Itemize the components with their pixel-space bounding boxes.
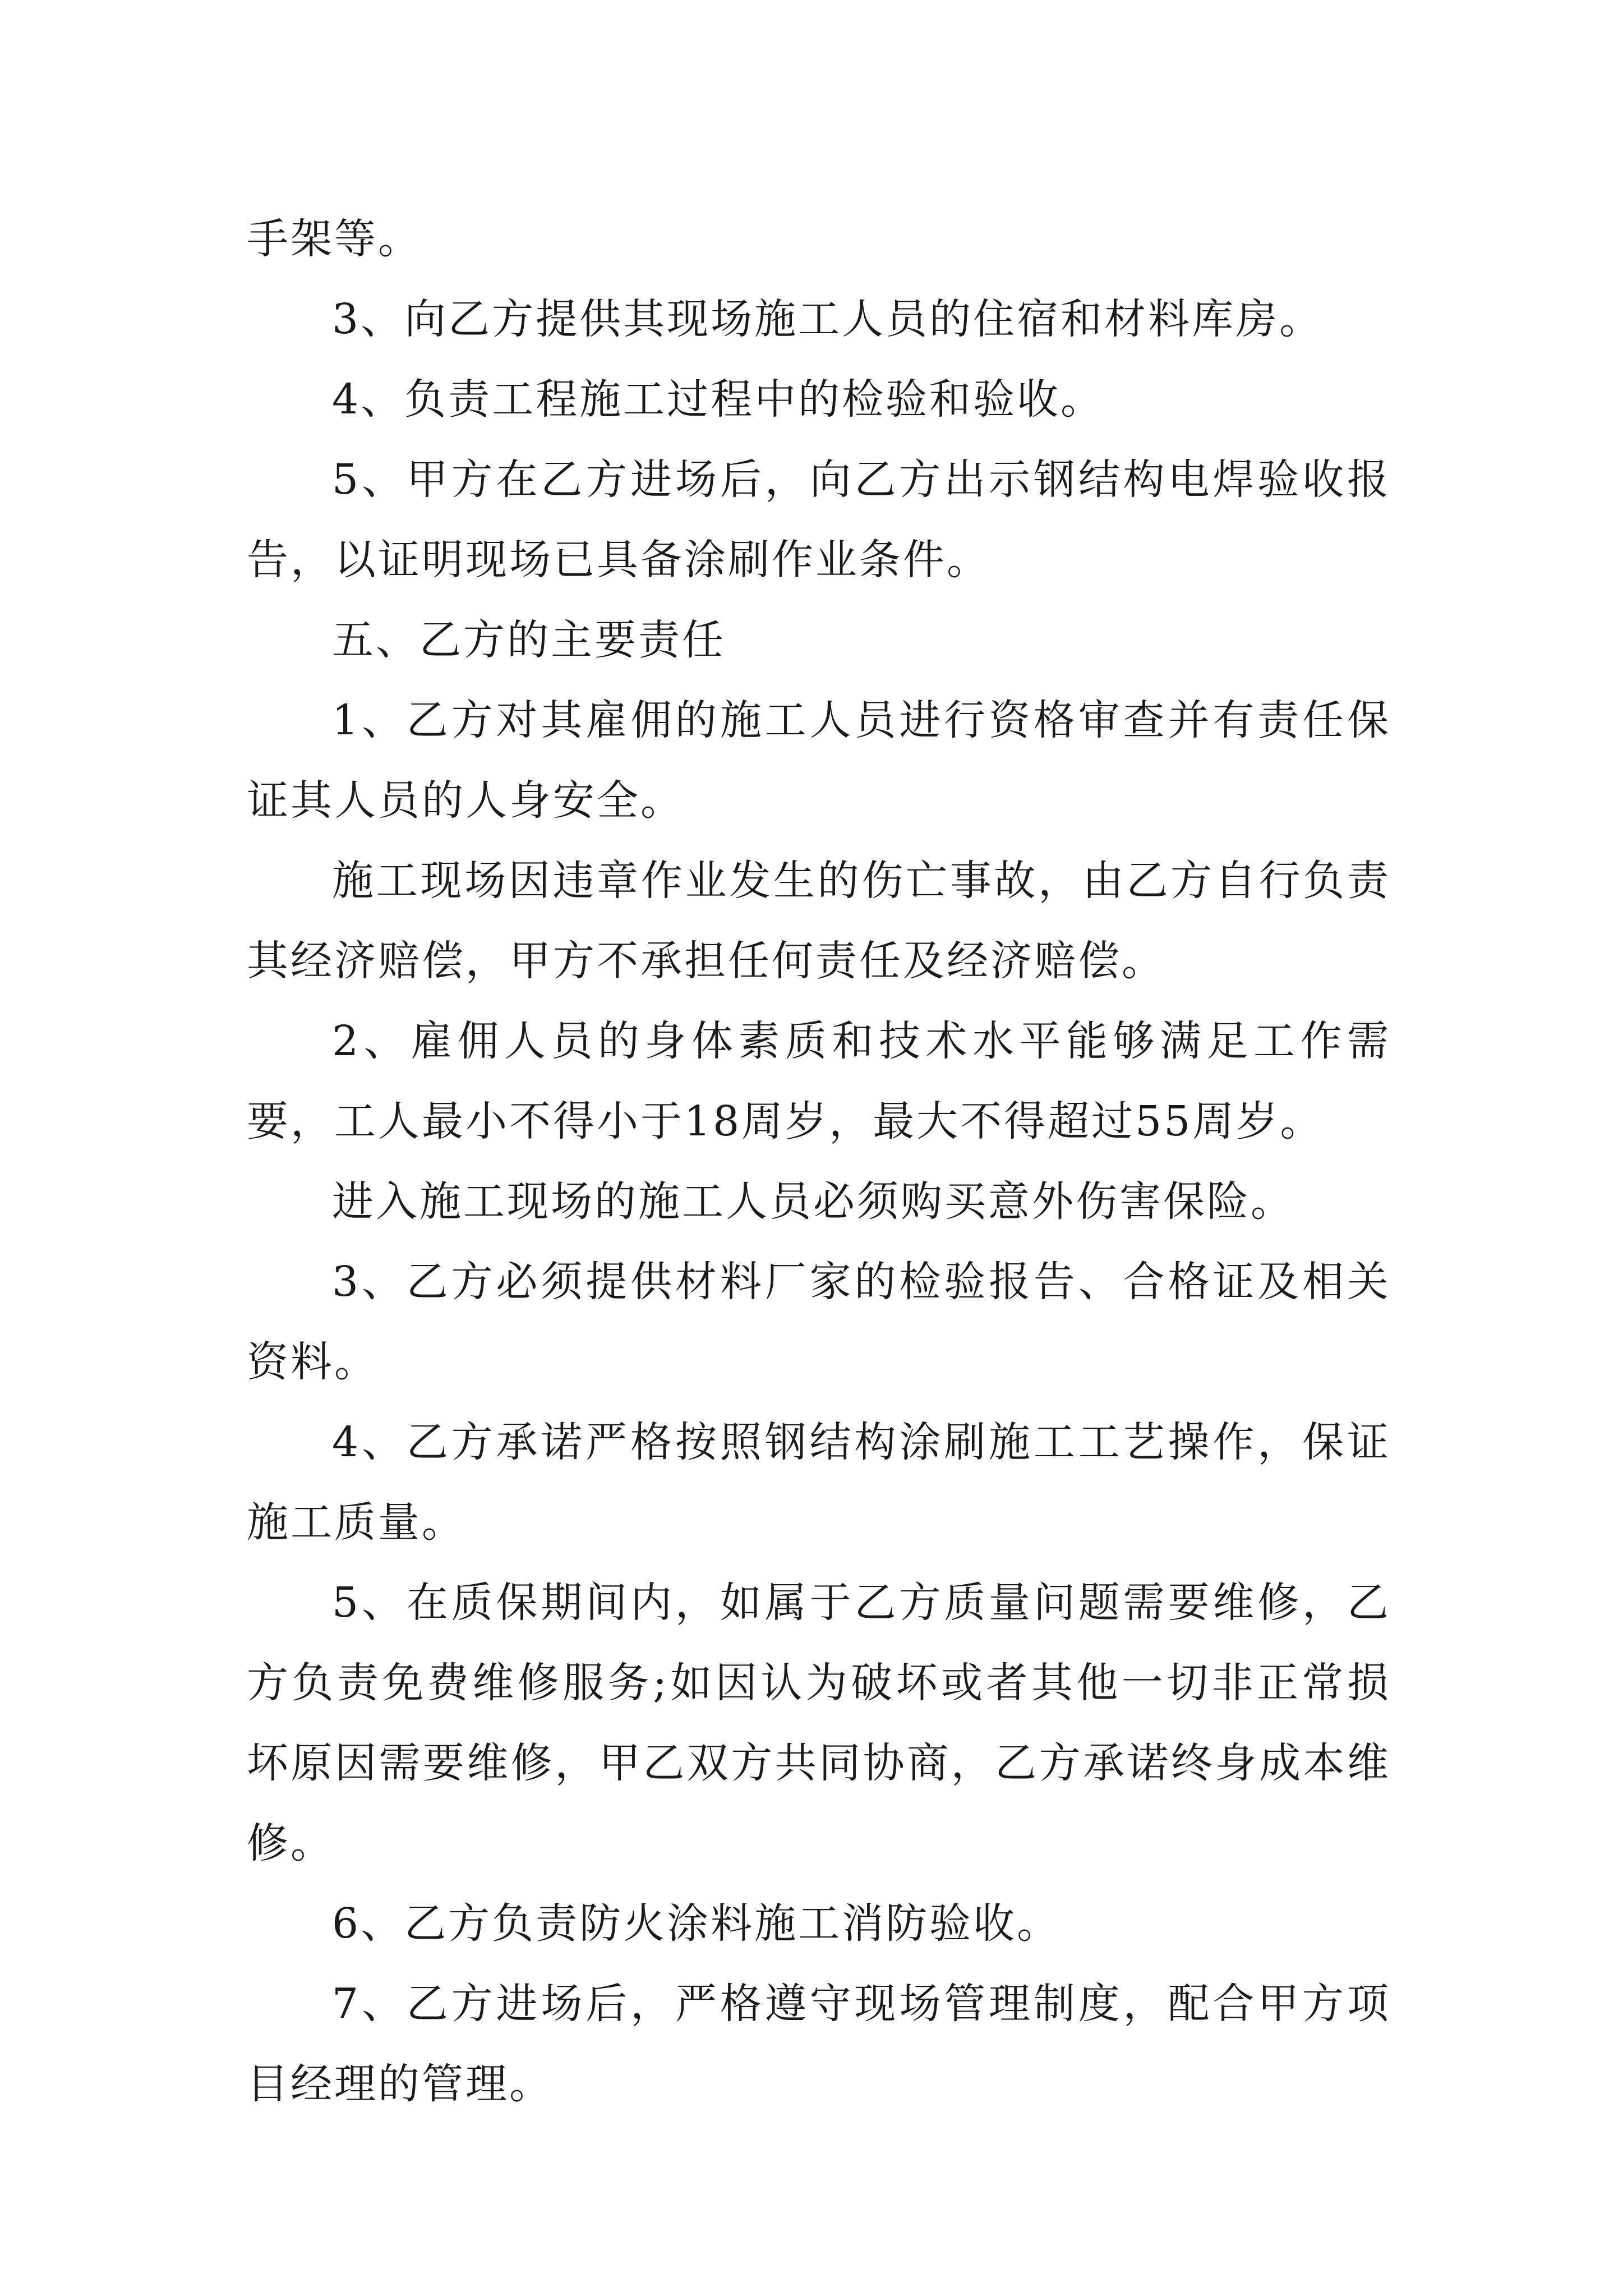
paragraph: 4、乙方承诺严格按照钢结构涂刷施工工艺操作，保证施工质量。 bbox=[247, 1418, 1391, 1547]
paragraph: 进入施工现场的施工人员必须购买意外伤害保险。 bbox=[332, 1177, 1294, 1226]
paragraph: 5、在质保期间内，如属于乙方质量问题需要维修，乙方负责免费维修服务;如因认为破坏或者其他一切非正常损坏原因需要维修，甲乙双方共同协商，乙方承诺终身成本维修。 bbox=[247, 1579, 1391, 1867]
paragraph: 手架等。 bbox=[247, 215, 422, 263]
document-body bbox=[247, 199, 1391, 2124]
paragraph: 3、向乙方提供其现场施工人员的住宿和材料库房。 bbox=[332, 295, 1324, 343]
section-heading: 五、乙方的主要责任 bbox=[332, 616, 726, 664]
paragraph: 1、乙方对其雇佣的施工人员进行资格审查并有责任保证其人员的人身安全。 bbox=[247, 696, 1391, 825]
paragraph: 4、负责工程施工过程中的检验和验收。 bbox=[332, 375, 1105, 424]
paragraph: 5、甲方在乙方进场后，向乙方出示钢结构电焊验收报告，以证明现场已具备涂刷作业条件。 bbox=[247, 455, 1391, 584]
paragraph: 施工现场因违章作业发生的伤亡事故，由乙方自行负责其经济赔偿，甲方不承担任何责任及经济赔偿。 bbox=[247, 857, 1391, 985]
paragraph: 3、乙方必须提供材料厂家的检验报告、合格证及相关资料。 bbox=[247, 1258, 1391, 1386]
paragraph: 7、乙方进场后，严格遵守现场管理制度，配合甲方项目经理的管理。 bbox=[247, 1980, 1391, 2108]
paragraph: 2、雇佣人员的身体素质和技术水平能够满足工作需要，工人最小不得小于18周岁，最大不得超过55周岁。 bbox=[247, 1017, 1391, 1145]
paragraph: 6、乙方负责防火涂料施工消防验收。 bbox=[332, 1899, 1061, 1948]
